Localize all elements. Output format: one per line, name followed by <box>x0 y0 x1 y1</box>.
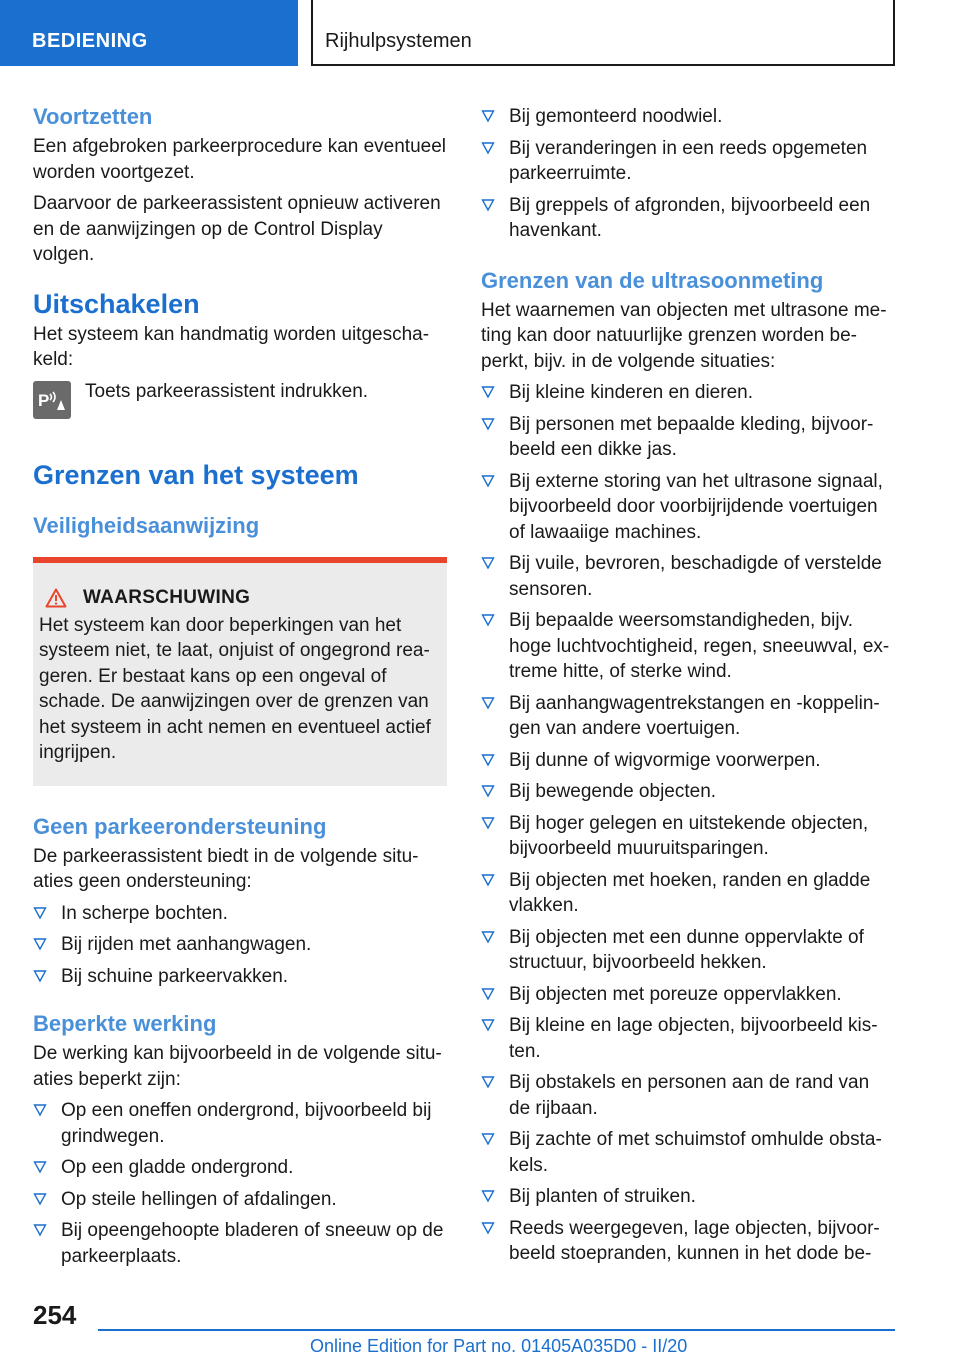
triangle-bullet-icon <box>481 109 495 123</box>
list-item: Bij objecten met poreuze oppervlakken. <box>481 982 895 1008</box>
heading-beperkte-werking: Beperkte werking <box>33 1011 217 1036</box>
warning-box <box>33 557 447 786</box>
list-item: Bij objecten met hoeken, randen en gladde vlakken. <box>481 868 895 919</box>
list-beperkte <box>33 1098 447 1269</box>
paragraph: De parkeerassistent biedt in de volgende situ‐aties geen ondersteuning: <box>33 845 419 892</box>
triangle-bullet-icon <box>33 937 47 951</box>
section-tab <box>0 0 298 66</box>
triangle-bullet-icon <box>33 969 47 983</box>
list-item: Bij opeengehoopte bladeren of sneeuw op de parkeerplaats. <box>33 1218 447 1269</box>
triangle-bullet-icon <box>481 1189 495 1203</box>
triangle-bullet-icon <box>481 816 495 830</box>
triangle-bullet-icon <box>481 784 495 798</box>
chapter-box <box>311 0 895 66</box>
triangle-bullet-icon <box>481 1132 495 1146</box>
section-label: BEDIENING <box>32 30 148 52</box>
heading-geen-parkeerondersteuning: Geen parkeerondersteuning <box>33 813 327 839</box>
triangle-bullet-icon <box>481 141 495 155</box>
list-item: Bij externe storing van het ultrasone signaal, bijvoorbeeld door voorbijrijdende voertuigen of lawaaiige machines. <box>481 469 895 546</box>
heading-ultrasoonmeting: Grenzen van de ultrasoonmeting <box>481 267 824 293</box>
list-item: Bij aanhangwagentrekstangen en -koppelin‐gen van andere voertuigen. <box>481 691 895 742</box>
chapter-label: Rijhulpsystemen <box>325 30 472 52</box>
heading-grenzen: Grenzen van het systeem <box>33 459 359 490</box>
heading-uitschakelen: Uitschakelen <box>33 288 200 319</box>
triangle-bullet-icon <box>481 873 495 887</box>
list-item: Bij gemonteerd noodwiel. <box>481 104 895 130</box>
list-item: Bij schuine parkeervakken. <box>33 964 447 990</box>
list-item: Bij hoger gelegen en uitstekende objecten, bijvoorbeeld muuruitsparingen. <box>481 811 895 862</box>
triangle-bullet-icon <box>33 906 47 920</box>
list-item: Bij obstakels en personen aan de rand van de rijbaan. <box>481 1070 895 1121</box>
button-instruction-text: Toets parkeerassistent indrukken. <box>85 380 369 402</box>
warning-triangle-icon <box>45 588 67 608</box>
triangle-bullet-icon <box>481 1075 495 1089</box>
triangle-bullet-icon <box>481 198 495 212</box>
list-item: Bij greppels of afgronden, bijvoorbeeld een havenkant. <box>481 193 895 244</box>
list-item: In scherpe bochten. <box>33 901 447 927</box>
list-item: Op steile hellingen of afdalingen. <box>33 1187 447 1213</box>
list-item: Bij veranderingen in een reeds opgemeten parkeerruimte. <box>481 136 895 187</box>
paragraph: Het waarnemen van objecten met ultrasone me‐ting kan door natuurlijke grenzen worden be‐perkt, bijv. in de volgende situaties: <box>481 299 887 372</box>
triangle-bullet-icon <box>481 613 495 627</box>
triangle-bullet-icon <box>481 417 495 431</box>
warning-text: Het systeem kan door beperkingen van het systeem niet, te laat, onjuist of ongegrond rea‐geren. Er bestaat kans op een ongeval of schade. De aanwijzingen over de grenzen van het systeem in acht nemen en eventueel actief ingrijpen. <box>39 614 431 763</box>
list-item: Reeds weergegeven, lage objecten, bijvoor‐beeld stoepranden, kunnen in het dode be‐ <box>481 1216 895 1267</box>
list-item: Bij bepaalde weersomstandigheden, bijv. hoge luchtvochtigheid, regen, sneeuwval, ex‐treme hitte, of sterke wind. <box>481 608 895 685</box>
parking-assistant-button-icon <box>33 381 71 419</box>
list-item: Bij rijden met aanhangwagen. <box>33 932 447 958</box>
triangle-bullet-icon <box>481 930 495 944</box>
list-ultrasoon <box>481 380 895 1267</box>
footer-divider <box>98 1329 895 1331</box>
paragraph: De werking kan bijvoorbeeld in de volgende situ‐aties beperkt zijn: <box>33 1043 442 1090</box>
triangle-bullet-icon <box>481 1221 495 1235</box>
triangle-bullet-icon <box>481 474 495 488</box>
list-item: Bij bewegende objecten. <box>481 779 895 805</box>
list-item: Op een oneffen ondergrond, bijvoorbeeld bij grindwegen. <box>33 1098 447 1149</box>
svg-text:P: P <box>38 390 50 410</box>
list-top <box>481 104 895 244</box>
list-item: Bij objecten met een dunne oppervlakte of structuur, bijvoorbeeld hekken. <box>481 925 895 976</box>
triangle-bullet-icon <box>481 1018 495 1032</box>
list-geen <box>33 901 447 990</box>
triangle-bullet-icon <box>481 385 495 399</box>
triangle-bullet-icon <box>33 1160 47 1174</box>
paragraph: Daarvoor de parkeerassistent opnieuw activeren en de aanwijzingen op de Control Display volgen. <box>33 193 441 265</box>
list-item: Op een gladde ondergrond. <box>33 1155 447 1181</box>
list-item: Bij dunne of wigvormige voorwerpen. <box>481 748 895 774</box>
triangle-bullet-icon <box>33 1103 47 1117</box>
triangle-bullet-icon <box>33 1223 47 1237</box>
triangle-bullet-icon <box>33 1192 47 1206</box>
heading-veiligheid: Veiligheidsaanwijzing <box>33 512 260 538</box>
warning-label: WAARSCHUWING <box>83 586 251 608</box>
list-item: Bij vuile, bevroren, beschadigde of verstelde sensoren. <box>481 551 895 602</box>
paragraph: Het systeem kan handmatig worden uitgescha‐keld: <box>33 323 430 370</box>
heading-voortzetten: Voortzetten <box>33 104 153 129</box>
triangle-bullet-icon <box>481 696 495 710</box>
button-instruction <box>33 381 447 419</box>
right-column <box>481 100 895 1267</box>
triangle-bullet-icon <box>481 556 495 570</box>
triangle-bullet-icon <box>481 753 495 767</box>
list-item: Bij zachte of met schuimstof omhulde obsta‐kels. <box>481 1127 895 1178</box>
warning-title <box>39 587 433 609</box>
list-item: Bij personen met bepaalde kleding, bijvoor‐beeld een dikke jas. <box>481 412 895 463</box>
paragraph: Een afgebroken parkeerprocedure kan eventueel worden voortgezet. <box>33 136 447 183</box>
triangle-bullet-icon <box>481 987 495 1001</box>
footer-edition: Online Edition for Part no. 01405A035D0 - II/20 <box>310 1336 688 1356</box>
page-header <box>0 0 960 66</box>
left-column <box>33 100 447 1269</box>
page-number: 254 <box>33 1300 77 1330</box>
list-item: Bij kleine en lage objecten, bijvoorbeeld kis‐ten. <box>481 1013 895 1064</box>
list-item: Bij kleine kinderen en dieren. <box>481 380 895 406</box>
list-item: Bij planten of struiken. <box>481 1184 895 1210</box>
